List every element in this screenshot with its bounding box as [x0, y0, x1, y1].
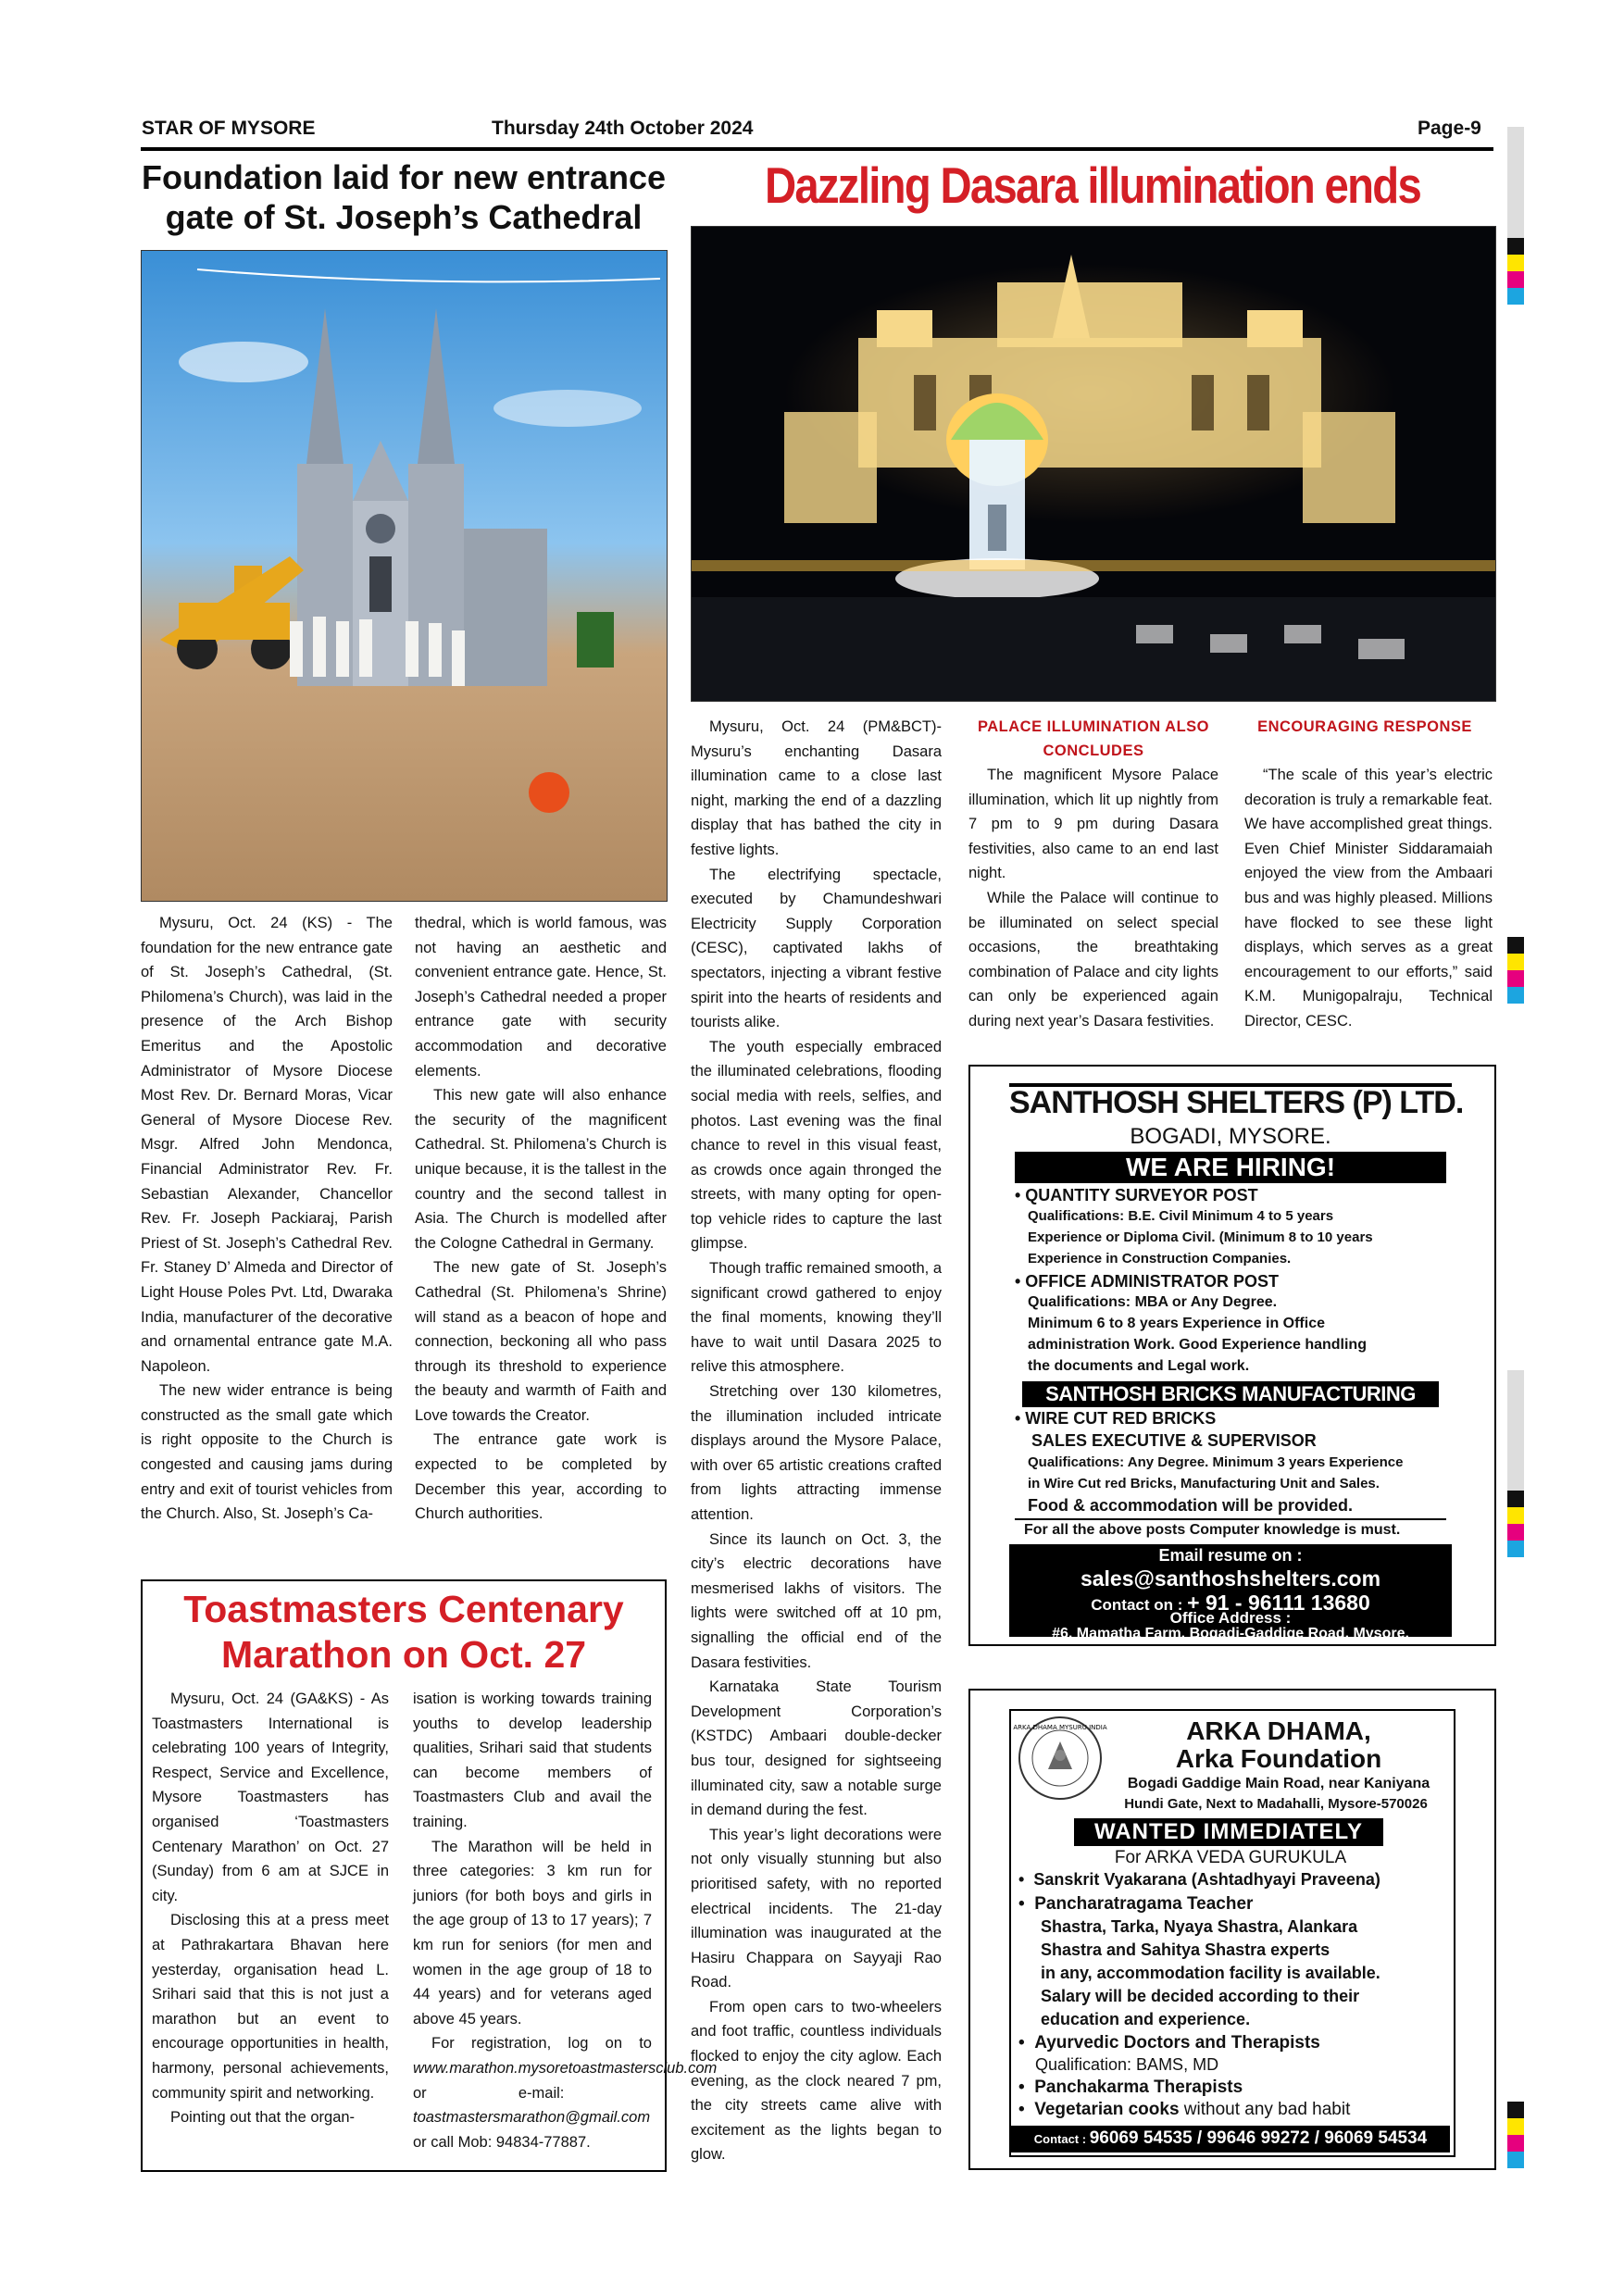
cathedral-photo	[141, 250, 668, 902]
ad2-item2: • Pancharatragama Teacher	[1018, 1894, 1254, 1914]
ad1-company: SANTHOSH SHELTERS (P) LTD.	[1009, 1085, 1464, 1120]
ad2-item2-line: Salary will be decided according to their	[1041, 1987, 1360, 2005]
ad1-phone[interactable]: + 91 - 96111 13680	[1187, 1591, 1370, 1615]
ad1-post3: • WIRE CUT RED BRICKS	[1015, 1409, 1217, 1428]
dasara-headline: Dazzling Dasara illumination ends	[764, 156, 1421, 214]
dasara-column-2: The magnificent Mysore Palace illumination, which lit up nightly from 7 pm to 9 pm during Dasara festivities, also came to an end last night. While the Palace will continue to be illuminated on select special occasions, the breathtaking combination of Palace and city lights can only be experienced again during next year’s Dasara festivities.	[968, 767, 1218, 1029]
ad2-contact-bar: Contact : 96069 54535 / 99646 99272 / 96069 54534	[1011, 2126, 1450, 2152]
seal-text: ARKA DHAMA MYSURU INDIA	[1013, 1724, 1107, 1731]
ad1-food: Food & accommodation will be provided.	[1028, 1496, 1354, 1515]
ad1-hiring-banner: WE ARE HIRING!	[1015, 1152, 1446, 1183]
ad1-email[interactable]: sales@santhoshshelters.com	[1080, 1566, 1381, 1591]
ad2-title2: Arka Foundation	[1175, 1744, 1382, 1773]
toastmasters-headline: Toastmasters Centenary Marathon on Oct. 27	[183, 1588, 624, 1677]
registration-mark	[1507, 937, 1524, 1004]
ad2-item5: • Vegetarian cooks without any bad habit	[1018, 2100, 1351, 2119]
ad1-bricks-banner: SANTHOSH BRICKS MANUFACTURING	[1022, 1381, 1439, 1407]
ad2-item2-line: Shastra, Tarka, Nyaya Shastra, Alankara	[1041, 1917, 1358, 1936]
ad2-addr2: Hundi Gate, Next to Madahalli, Mysore-570026	[1124, 1796, 1428, 1812]
ad2-item2-line: education and experience.	[1041, 2010, 1251, 2028]
masthead-date: Thursday 24th October 2024	[492, 118, 754, 139]
ad1-post3b: SALES EXECUTIVE & SUPERVISOR	[1031, 1431, 1317, 1450]
ad1-post3-line: Qualifications: Any Degree. Minimum 3 years Experience	[1028, 1454, 1404, 1470]
ad1-contact: Contact on : + 91 - 96111 13680	[1091, 1591, 1370, 1615]
cathedral-column-2: thedral, which is world famous, was not having an aesthetic and convenient entrance gate. Hence, St. Joseph’s Cathedral needed a proper entrance gate with security accommodation and decorative elements. This new gate will also enhance the security of the magnificent Cathedral. St. Philomena’s Church is unique because, it is the tallest in the country and the second tallest in Asia. The Church is modelled after the Cologne Cathedral in Germany. The new gate of St. Joseph’s Cathedral (St. Philomena’s Shrine) will stand as a beacon of hope and connection, beckoning all who pass through its threshold to experience the beauty and warmth of Faith and Love towards the Creator. The entrance gate work is expected to be completed by December this year, according to Church authorities.	[415, 915, 667, 1523]
ad1-office-label: Office Address :	[1169, 1609, 1292, 1627]
dasara-column-3: “The scale of this year’s electric decoration is truly a remarkable feat. We have accomplished great things. Even Chief Minister Siddaramaiah enjoyed the view from the Ambaari bus and was highly pleased. Millions have flocked to see these light displays, which serves as a great encouragement to our efforts,” said K.M. Munigopalraju, Technical Director, CESC.	[1244, 767, 1493, 1029]
ad2-item3: • Ayurvedic Doctors and Therapists	[1018, 2033, 1320, 2053]
ad1-office-line: #6, Mamatha Farm, Bogadi-Gaddige Road, Mysore.	[1052, 1626, 1409, 1641]
ad2-item2-line: in any, accommodation facility is available.	[1041, 1964, 1380, 1982]
palace-illustration	[692, 227, 1495, 701]
seal-icon	[1013, 1718, 1107, 1798]
ad1-resume: Email resume on :	[1158, 1546, 1303, 1565]
ad2-wanted-banner: WANTED IMMEDIATELY	[1074, 1818, 1383, 1846]
margin-bar-top	[1507, 127, 1524, 238]
ad1-post1-line: Experience in Construction Companies.	[1028, 1251, 1292, 1267]
ad1-post2-line: Minimum 6 to 8 years Experience in Office	[1028, 1316, 1325, 1331]
palace-subhead: PALACE ILLUMINATION ALSO CONCLUDES	[977, 718, 1209, 759]
registration-email[interactable]: toastmastersmarathon@gmail.com	[413, 2109, 651, 2127]
ad2-phones[interactable]: 96069 54535 / 99646 99272 / 96069 54534	[1089, 2128, 1428, 2148]
ad1-location: BOGADI, MYSORE.	[1130, 1124, 1331, 1149]
toastmasters-column-2: isation is working towards training youths to develop leadership qualities, Srihari said that students can become members of Toastmasters Club and avail the training. The Marathon will be held in three categories: 3 km run for juniors (for both boys and girls in the age group of 13 to 17 years); 7 km run for seniors (for men and women in the age group of 18 to 44 years) and for veterans aged above 45 years. For registration, log on to www.marathon.mysoretoastmastersclub.com or e-mail: toastmastersmarathon@gmail.com or call Mob: 94834-77887.	[413, 1691, 718, 2151]
margin-bar-mid	[1507, 1370, 1524, 1491]
cathedral-illustration	[142, 251, 667, 901]
masthead-paper: STAR OF MYSORE	[142, 118, 316, 139]
ad2-title1: ARKA DHAMA,	[1186, 1716, 1371, 1745]
ad1-divider	[1015, 1518, 1446, 1520]
header-rule	[141, 147, 1493, 151]
ad2-seal	[1013, 1716, 1107, 1800]
ad2-addr1: Bogadi Gaddige Main Road, near Kaniyana	[1127, 1776, 1430, 1791]
ad1-post1-line: Experience or Diploma Civil. (Minimum 8 to 10 years	[1028, 1229, 1373, 1245]
registration-mark	[1507, 2102, 1524, 2168]
registration-mark	[1507, 238, 1524, 305]
toastmasters-column-1: Mysuru, Oct. 24 (GA&KS) - As Toastmasters International is celebrating 100 years of Integrity, Respect, Service and Excellence, Mysore Toastmasters has organised ‘Toastmasters Centenary Marathon’ on Oct. 27 (Sunday) from 6 am at SJCE in city. Disclosing this at a press meet at Pathrakartara Bhavan here yesterday, organisation head L. Srihari said that this is not just a marathon but an event to encourage opportunities in health, harmony, personal achievements, community spirit and networking. Pointing out that the organ-	[152, 1691, 389, 2127]
ad2-item1: • Sanskrit Vyakarana (Ashtadhyayi Praveena)	[1018, 1870, 1380, 1889]
ad1-post2-line: Qualifications: MBA or Any Degree.	[1028, 1294, 1278, 1310]
dasara-column-1: Mysuru, Oct. 24 (PM&BCT)- Mysuru’s enchanting Dasara illumination came to a close last night, marking the end of a dazzling display that has bathed the city in festive lights. The electrifying spectacle, executed by Chamundeshwari Electricity Supply Corporation (CESC), captivated lakhs of spectators, injecting a vibrant festive spirit into the hearts of residents and tourists alike. The youth especially embraced the illuminated celebrations, flooding social media with reels, selfies, and photos. Last evening was the final chance to revel in this visual feast, as crowds once again thronged the streets, with many opting for open-top vehicle rides to capture the last glimpse. Though traffic remained smooth, a significant crowd gathered to enjoy the final moments, knowing they’ll have to wait until Dasara 2025 to relive this atmosphere. Stretching over 130 kilometres, the illumination included intricate displays around the Mysore Palace, with over 65 artistic creations crafted from lights attracting immense attention. Since its launch on Oct. 3, the city’s electric decorations have mesmerised lakhs of visitors. The lights were switched off at 10 pm, signalling the official end of the Dasara festivities. Karnataka State Tourism Development Corporation’s (KSTDC) Ambaari double-decker bus tour, designed for sightseeing illuminated city, saw a notable surge in demand during the fest. This year’s light decorations were not only visually stunning but also prioritised safety, with no reported electrical incidents. The 21-day illumination was inaugurated at the Hasiru Chappara on Sayyaji Rao Road. From open cars to two-wheelers and foot traffic, countless individuals flocked to enjoy the city aglow. Each evening, as the clock neared 7 pm, the city streets came alive with excitement as the lights began to glow.	[691, 718, 942, 2164]
ad1-post1: • QUANTITY SURVEYOR POST	[1015, 1186, 1258, 1204]
ad2-item2-line: Shastra and Sahitya Shastra experts	[1041, 1940, 1330, 1959]
ad1-post2-line: the documents and Legal work.	[1028, 1358, 1250, 1374]
ad2-for: For ARKA VEDA GURUKULA	[1114, 1848, 1347, 1867]
ad1-computer: For all the above posts Computer knowledge is must.	[1024, 1522, 1401, 1538]
registration-url[interactable]: www.marathon.mysoretoastmastersclub.com	[413, 2059, 718, 2077]
ad2-item4: • Panchakarma Therapists	[1018, 2078, 1243, 2097]
ad1-post1-line: Qualifications: B.E. Civil Minimum 4 to 5 years	[1028, 1208, 1334, 1224]
ad1-post3-line: in Wire Cut red Bricks, Manufacturing Unit and Sales.	[1028, 1476, 1380, 1491]
encouraging-subhead: ENCOURAGING RESPONSE	[1257, 718, 1472, 735]
palace-illumination-photo	[691, 226, 1496, 702]
ad1-post2-line: administration Work. Good Experience handling	[1028, 1337, 1367, 1353]
ad2-item3-line: Qualification: BAMS, MD	[1035, 2055, 1219, 2074]
cathedral-column-1: Mysuru, Oct. 24 (KS) - The foundation for the new entrance gate of St. Joseph’s Cathedral, (St. Philomena’s Church), was laid in the presence of the Arch Bishop Emeritus and the Apostolic Administrator of Mysore Diocese Most Rev. Dr. Bernard Moras, Vicar General of Mysore Diocese Rev. Msgr. Alfred John Mendonca, Financial Administrator Rev. Fr. Sebastian Alexander, Chancellor Rev. Fr. Joseph Packiaraj, Parish Priest of St. Joseph’s Cathedral Rev. Fr. Staney D’ Almeda and Director of Light House Poles Pvt. Ltd, Dwaraka India, manufacturer of the decorative and ornamental entrance gate M.A. Napoleon. The new wider entrance is being constructed as the small gate which is right opposite to the Church is congested and causing jams during entry and exit of tourist vehicles from the Church. Also, St. Joseph’s Ca-	[141, 915, 393, 1523]
cathedral-headline: Foundation laid for new entrance gate of St. Joseph’s Cathedral	[141, 158, 667, 237]
registration-mark	[1507, 1491, 1524, 1557]
page-number: Page-9	[1418, 118, 1481, 139]
ad1-post2: • OFFICE ADMINISTRATOR POST	[1015, 1272, 1279, 1291]
